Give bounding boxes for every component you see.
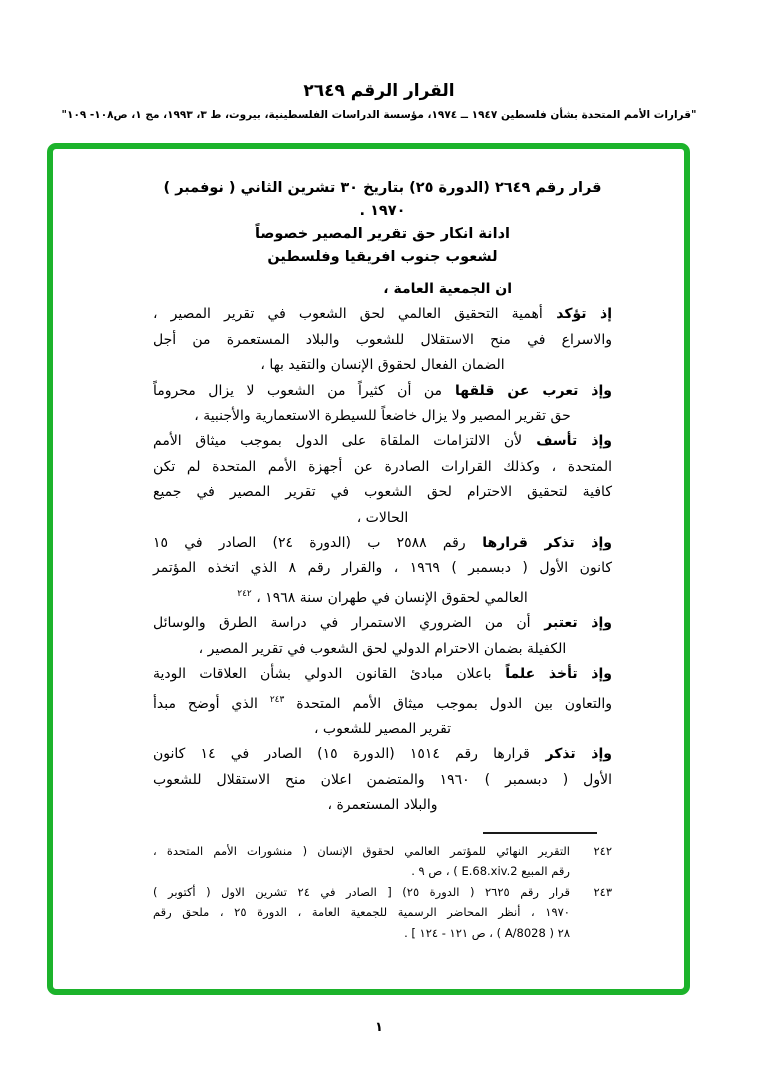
body-line xyxy=(153,302,612,327)
text-segment: العالمي لحقوق الإنسان في طهران سنة ١٩٦٨ ، xyxy=(251,589,528,606)
text-segment: ان الجمعية العامة ، xyxy=(383,281,512,297)
footnote-line xyxy=(153,923,570,944)
resolution-body xyxy=(153,277,612,819)
body-line xyxy=(153,768,612,793)
text-segment: كافية لتحقيق الاحترام لحق الشعوب في تقرير المصير في جميع xyxy=(153,484,612,501)
text-segment: وإذ تذكر قرارها xyxy=(465,535,612,552)
body-line xyxy=(153,688,612,717)
text-segment: أن من الضروري الاستمرار في دراسة الطرق والوسائل xyxy=(153,615,531,632)
page-number: ١ xyxy=(375,1020,383,1035)
text-segment: لأن الالتزامات الملقاة على الدول بموجب ميثاق الأمم xyxy=(153,433,523,450)
resolution-frame xyxy=(47,143,690,995)
body-line xyxy=(153,506,612,531)
text-segment: الحالات ، xyxy=(356,509,409,526)
body-line xyxy=(153,556,612,581)
text-segment: تقرير المصير للشعوب ، xyxy=(313,720,452,737)
text-segment: باعلان مبادئ القانون الدولي بشأن العلاقات الودية xyxy=(153,666,492,683)
text-segment: حق تقرير المصير ولا يزال خاضعاً للسيطرة الاستعمارية والأجنبية ، xyxy=(194,408,571,425)
heading-line: لشعوب جنوب افريقيا وفلسطين xyxy=(267,249,498,265)
footnote-ref-superscript: ٢٤٣ xyxy=(269,694,285,705)
body-line xyxy=(153,742,612,767)
text-segment: رقم ٢٥٨٨ ب (الدورة ٢٤) الصادر في ١٥ xyxy=(153,535,466,552)
footnote-line xyxy=(153,882,570,903)
heading-line: ١٩٧٠ . xyxy=(359,203,406,219)
body-line xyxy=(153,429,612,454)
heading-line: قرار رقم ٢٦٤٩ (الدورة ٢٥) بتاريخ ٣٠ تشرين الثاني ( نوفمبر ) xyxy=(163,180,602,196)
body-line xyxy=(153,328,612,353)
text-segment: الذي أوضح مبدأ xyxy=(153,695,270,712)
body-line xyxy=(153,379,612,404)
text-segment: أهمية التحقيق العالمي لحق الشعوب في تقرير المصير ، xyxy=(153,306,543,323)
text-segment: المتحدة ، وكذلك القرارات الصادرة عن أجهزة الأمم المتحدة لم تكن xyxy=(153,458,612,475)
text-segment: وإذ تذكر xyxy=(529,746,612,763)
footnote-number: ٢٤٢ xyxy=(593,843,612,858)
resolution-content xyxy=(53,149,684,943)
heading-line: ادانة انكار حق تقرير المصير خصوصاً xyxy=(254,226,511,242)
text-segment: الكفيلة بضمان الاحترام الدولي لحق الشعوب في تقرير المصير ، xyxy=(198,640,567,657)
text-segment: رقم المبيع E.68.xiv.2 ) ، ص ٩ . xyxy=(411,864,570,879)
text-segment: الضمان الفعال لحقوق الإنسان والتقيد بها ، xyxy=(260,357,505,374)
footnote-line xyxy=(153,861,570,882)
text-segment: ٢٨ ( A/8028 ) ، ص ١٢١ - ١٢٤ ] . xyxy=(404,925,570,940)
source-citation-line: "قرارات الأمم المتحدة بشأن فلسطين ١٩٤٧ ــ ١٩٧٤، مؤسسة الدراسات الفلسطينية، بيروت، ط ٣، ١٩٩٣، مج ١، ص١٠٨- ١٠٩" xyxy=(61,109,697,121)
footnote-text xyxy=(153,841,570,882)
body-line xyxy=(153,637,612,662)
text-segment: وإذ تعرب عن قلقها xyxy=(442,382,612,399)
text-segment: كانون الأول ( دبسمبر ) ١٩٦٩ ، والقرار رقم ٨ الذي اتخذه المؤتمر xyxy=(153,560,612,577)
body-line xyxy=(153,662,612,687)
body-line xyxy=(153,353,612,378)
body-line xyxy=(153,455,612,480)
body-line xyxy=(153,404,612,429)
body-line xyxy=(153,531,612,556)
text-segment: التقرير النهائي للمؤتمر العالمي لحقوق الإنسان ( منشورات الأمم المتحدة ، xyxy=(153,843,570,858)
footnote-text xyxy=(153,882,570,944)
page-title: القرار الرقم ٢٦٤٩ xyxy=(303,81,455,101)
text-segment: والتعاون بين الدول بموجب ميثاق الأمم المتحدة xyxy=(284,695,612,712)
resolution-heading xyxy=(153,177,612,269)
text-segment: ١٩٧٠ ، أنظر المحاضر الرسمية للجمعية العامة ، الدورة ٢٥ ، ملحق رقم xyxy=(153,905,570,920)
text-segment: قرارها رقم ١٥١٤ (الدورة ١٥) الصادر في ١٤ كانون xyxy=(153,746,530,763)
body-line xyxy=(153,582,612,611)
footnote xyxy=(153,841,612,882)
body-line xyxy=(153,480,612,505)
body-line xyxy=(153,717,612,742)
footnote-separator xyxy=(483,832,597,834)
footnote-number: ٢٤٣ xyxy=(593,884,612,899)
body-line xyxy=(153,793,612,818)
text-segment: وإذ تعتبر xyxy=(530,615,612,632)
text-segment: من أن كثيراً من الشعوب لا يزال محروماً xyxy=(153,382,443,399)
footnotes xyxy=(153,841,612,944)
footnote-line xyxy=(153,902,570,923)
footnote-ref-superscript: ٢٤٢ xyxy=(237,588,252,599)
body-line xyxy=(153,277,612,302)
body-line xyxy=(153,611,612,636)
text-segment: والاسراع في منح الاستقلال للشعوب والبلاد المستعمرة من أجل xyxy=(153,331,612,348)
footnote xyxy=(153,882,612,944)
text-segment: قرار رقم ٢٦٢٥ ( الدورة ٢٥) [ الصادر في ٢٤ تشرين الاول ( أكتوبر ) xyxy=(153,884,571,899)
text-segment: الأول ( دبسمبر ) ١٩٦٠ والمتضمن اعلان منح الاستقلال للشعوب xyxy=(153,771,612,788)
text-segment: وإذ تأسف xyxy=(522,433,613,450)
text-segment: والبلاد المستعمرة ، xyxy=(327,797,438,814)
footnote-line xyxy=(153,841,570,862)
text-segment: إذ تؤكد xyxy=(542,306,613,323)
text-segment: وإذ تأخذ علماً xyxy=(491,666,612,683)
